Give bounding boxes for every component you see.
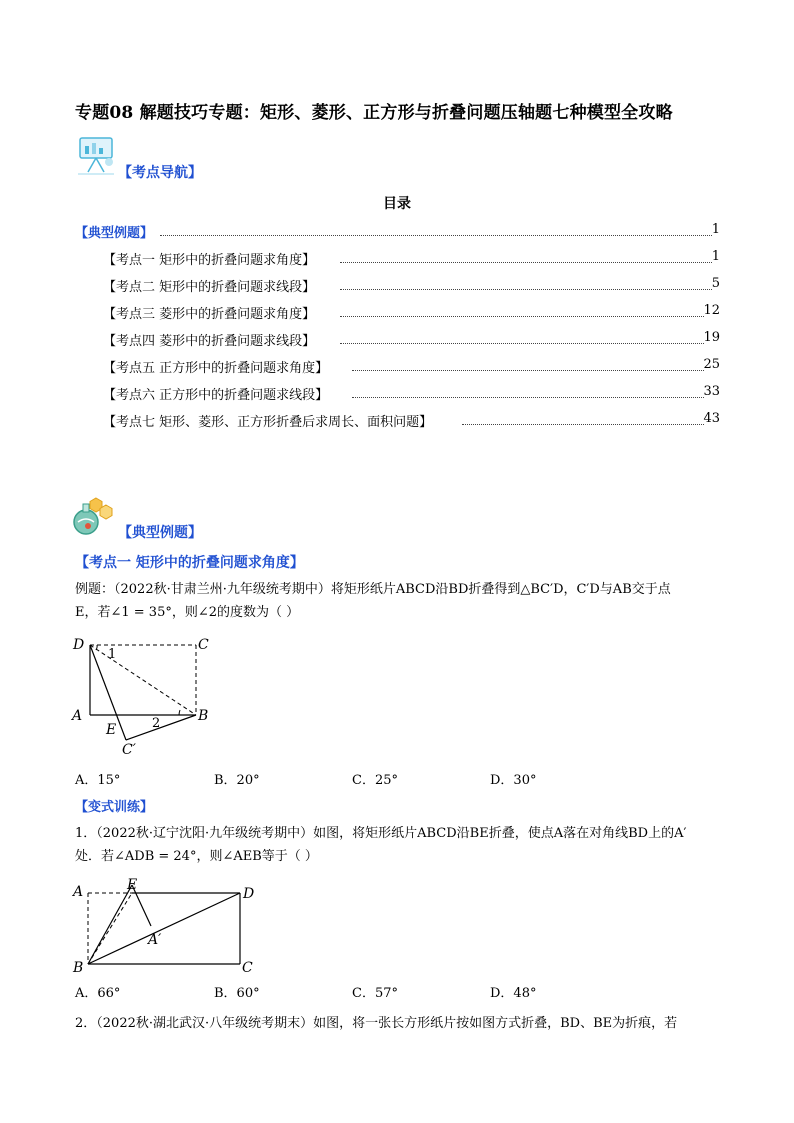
chemistry-flask-icon [70, 496, 114, 536]
example-line: 例题：（2022秋·甘肃兰州·九年级统考期中）将矩形纸片ABCD沿BD折叠得到△BC′D，C′D与AB交于点 [75, 582, 671, 597]
choice-d[interactable]: D．48° [490, 986, 537, 1001]
question-line: 2．（2022秋·湖北武汉·八年级统考期末）如图，将一张长方形纸片按如图方式折叠，BD、BE为折痕，若 [75, 1016, 678, 1031]
question-2 [75, 1012, 725, 1035]
vertex-label: B [73, 960, 84, 976]
vertex-label: A [73, 884, 84, 900]
toc-title: 目录 [383, 196, 411, 212]
vertex-label: A [72, 708, 83, 724]
toc-row[interactable]: 【考点六 正方形中的折叠问题求线段】 33 [103, 384, 720, 403]
page-title: 专题08 解题技巧专题：矩形、菱形、正方形与折叠问题压轴题七种模型全攻略 [75, 103, 673, 123]
vertex-label: C [198, 637, 209, 653]
vertex-label: D [243, 886, 255, 902]
vertex-label: C′ [122, 742, 136, 758]
angle-label: 1 [108, 647, 117, 662]
question-1 [75, 822, 725, 868]
kaodian-heading: 【考点一 矩形中的折叠问题求角度】 [75, 555, 304, 571]
vertex-label: A′ [148, 932, 162, 948]
choice-d[interactable]: D．30° [490, 773, 537, 788]
example-line: E，若∠1 = 35°，则∠2的度数为（ ） [75, 605, 300, 620]
question-line: 处．若∠ADB = 24°，则∠AEB等于（ ） [75, 849, 318, 864]
example-figure [66, 630, 226, 760]
toc-row[interactable]: 【考点二 矩形中的折叠问题求线段】 5 [103, 276, 720, 295]
vertex-label: B [198, 708, 209, 724]
toc-row[interactable]: 【考点七 矩形、菱形、正方形折叠后求周长、面积问题】 43 [103, 411, 720, 430]
choice-c[interactable]: C．57° [352, 986, 398, 1001]
toc-row[interactable]: 【考点四 菱形中的折叠问题求线段】 19 [103, 330, 720, 349]
presentation-board-icon [76, 134, 116, 176]
variant-heading: 【变式训练】 [75, 800, 154, 815]
example-question [75, 578, 725, 624]
nav-heading: 【考点导航】 [118, 165, 202, 181]
question-line: 1．（2022秋·辽宁沈阳·九年级统考期中）如图，将矩形纸片ABCD沿BE折叠，使点A落在对角线BD上的A′ [75, 826, 687, 841]
vertex-label: D [73, 637, 85, 653]
toc-row[interactable]: 【考点五 正方形中的折叠问题求角度】 25 [103, 357, 720, 376]
section-heading: 【典型例题】 [118, 525, 202, 541]
choice-a[interactable]: A．66° [75, 986, 121, 1001]
angle-label: 2 [152, 716, 161, 731]
vertex-label: E [127, 877, 138, 893]
choice-b[interactable]: B．60° [214, 986, 260, 1001]
choice-c[interactable]: C．25° [352, 773, 398, 788]
vertex-label: C [242, 960, 253, 976]
choice-b[interactable]: B．20° [214, 773, 260, 788]
toc-row[interactable]: 【考点三 菱形中的折叠问题求角度】 12 [103, 303, 720, 322]
choice-a[interactable]: A．15° [75, 773, 121, 788]
toc-row[interactable]: 【典型例题】 1 [75, 222, 720, 241]
vertex-label: E [106, 722, 117, 738]
question-1-figure [70, 876, 270, 976]
toc-row[interactable]: 【考点一 矩形中的折叠问题求角度】 1 [103, 249, 720, 268]
